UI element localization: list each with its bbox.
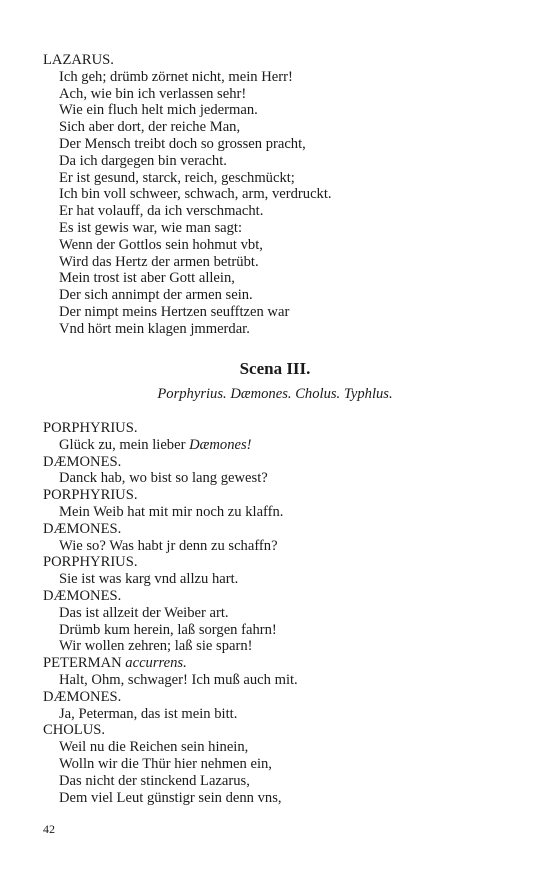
verse-line: Wird das Hertz der armen betrübt. — [59, 253, 259, 270]
verse-line: Der Mensch treibt doch so grossen pracht, — [59, 135, 306, 152]
speaker-name: DÆMONES. — [43, 688, 122, 705]
scene-title: Scena III. — [239, 359, 311, 378]
verse-line: Wie ein fluch helt mich jederman. — [59, 102, 258, 119]
verse-line: Der sich annimpt der armen sein. — [59, 287, 253, 304]
verse-line: Das nicht der stinckend Lazarus, — [59, 772, 250, 789]
verse-line: Wolln wir die Thür hier nehmen ein, — [59, 755, 272, 772]
speaker-name — [43, 655, 513, 672]
verse-italic-name: Dæmones! — [189, 436, 252, 453]
scene-persons: Porphyrius. Dæmones. Cholus. Typhlus. — [157, 386, 393, 402]
speaker-name: PORPHYRIUS. — [43, 420, 138, 436]
verse-line: Halt, Ohm, schwager! Ich muß auch mit. — [59, 671, 298, 688]
verse-line: Ich geh; drümb zörnet nicht, mein Herr! — [59, 68, 293, 85]
verse-line: Danck hab, wo bist so lang gewest? — [59, 470, 268, 487]
verse-line: Dem viel Leut günstigr sein denn vns, — [59, 789, 282, 806]
scene-dialogue — [43, 420, 513, 806]
page-number: 42 — [43, 822, 55, 836]
verse-line: Sich aber dort, der reiche Man, — [59, 119, 241, 136]
verse-line: Mein trost ist aber Gott allein, — [59, 270, 235, 287]
verse-line: Weil nu die Reichen sein hinein, — [59, 739, 249, 756]
verse-text: Glück zu, mein lieber — [59, 436, 190, 453]
verse-line: Er ist gesund, starck, reich, geschmückt; — [59, 169, 295, 186]
verse-line: Der nimpt meins Hertzen seufftzen war — [59, 303, 290, 320]
verse-line: Wir wollen zehren; laß sie sparn! — [59, 638, 253, 655]
verse-line: Wie so? Was habt jr denn zu schaffn? — [59, 537, 278, 554]
verse-line: Es ist gewis war, wie man sagt: — [59, 219, 243, 236]
speaker-name: DÆMONES. — [43, 587, 122, 604]
speaker-name: LAZARUS. — [43, 52, 114, 68]
verse-line: Ich bin voll schweer, schwach, arm, verdruckt. — [59, 186, 332, 203]
verse-line: Vnd hört mein klagen jmmerdar. — [59, 320, 250, 337]
verse-line: Drümb kum herein, laß sorgen fahrn! — [59, 621, 277, 638]
speaker-name: DÆMONES. — [43, 520, 122, 537]
speaker-name: PORPHYRIUS. — [43, 554, 138, 571]
speaker-name: CHOLUS. — [43, 722, 106, 739]
verse-line: Mein Weib hat mit mir noch zu klaffn. — [59, 503, 284, 520]
lazarus-speech — [43, 52, 513, 338]
verse-line: Sie ist was karg vnd allzu hart. — [59, 571, 239, 588]
verse-line: Wenn der Gottlos sein hohmut vbt, — [59, 236, 263, 253]
verse-line: Ach, wie bin ich verlassen sehr! — [59, 85, 247, 102]
verse-line: Das ist allzeit der Weiber art. — [59, 604, 229, 621]
verse-line: Er hat volauff, da ich verschmacht. — [59, 203, 264, 220]
speaker-name: PORPHYRIUS. — [43, 487, 138, 504]
verse-line — [43, 437, 513, 454]
stage-direction: accurrens. — [125, 655, 187, 672]
verse-line: Da ich dargegen bin veracht. — [59, 152, 227, 169]
speaker-name: DÆMONES. — [43, 453, 122, 470]
verse-line: Ja, Peterman, das ist mein bitt. — [59, 705, 238, 722]
speaker-name-text: PETERMAN — [43, 655, 126, 672]
